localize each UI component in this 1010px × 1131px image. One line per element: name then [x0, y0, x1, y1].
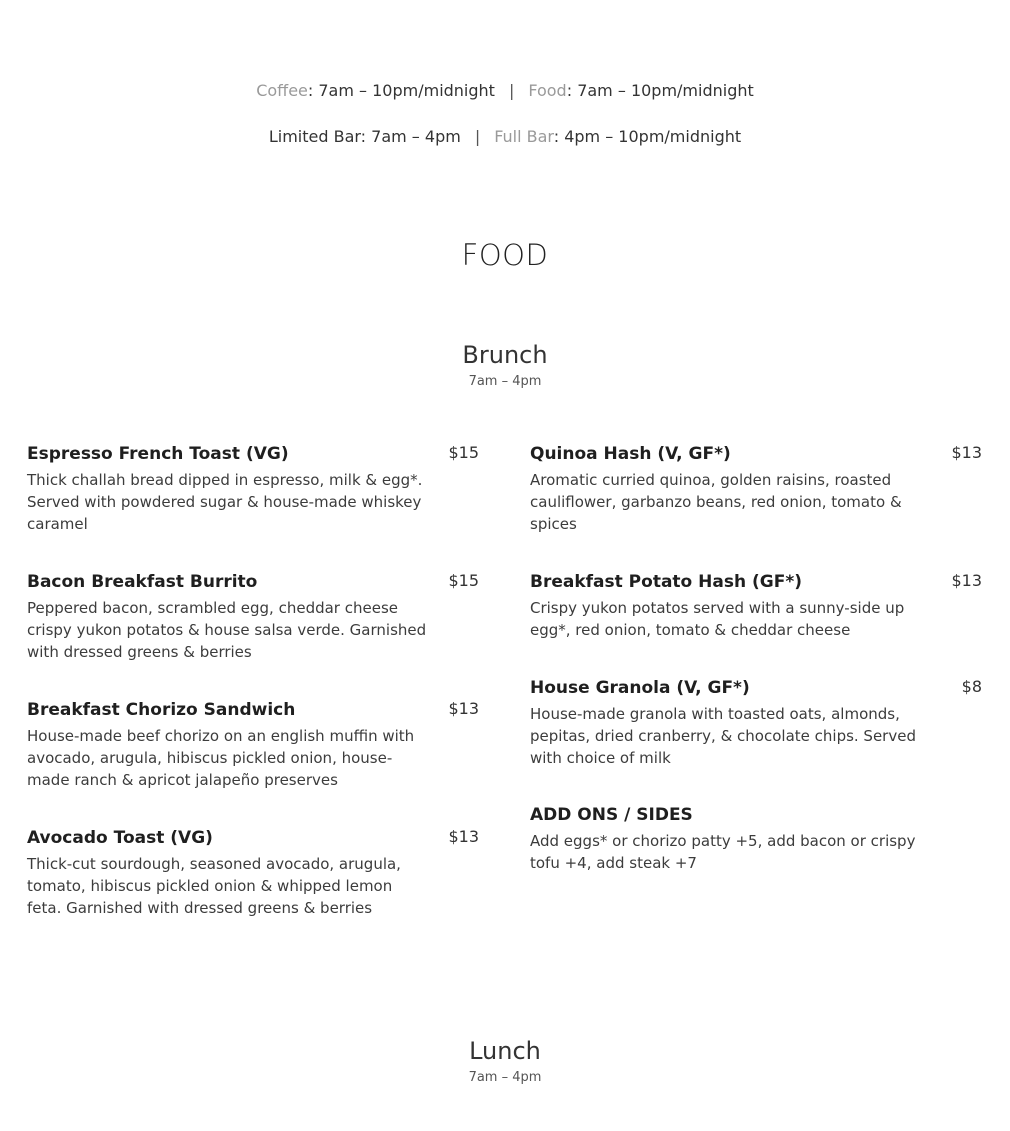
item-description: Thick challah bread dipped in espresso, milk & egg*. Served with powdered sugar & house-made whiskey caramel: [27, 471, 423, 533]
item-name: Breakfast Chorizo Sandwich: [27, 700, 296, 720]
menu-item: [27, 443, 479, 535]
item-name: Breakfast Potato Hash (GF*): [530, 572, 802, 592]
limited-bar-label: Limited Bar: [268, 127, 361, 146]
separator: |: [474, 127, 481, 146]
hours-line-coffee-food: [0, 81, 1010, 100]
item-name: Bacon Breakfast Burrito: [27, 572, 258, 592]
item-name: Espresso French Toast (VG): [27, 444, 289, 464]
brunch-hours: 7am – 4pm: [468, 374, 542, 389]
item-name: ADD ONS / SIDES: [530, 805, 693, 825]
item-name: Quinoa Hash (V, GF*): [530, 444, 731, 464]
item-description: Aromatic curried quinoa, golden raisins, roasted cauliflower, garbanzo beans, red onion, tomato & spices: [530, 471, 902, 533]
item-description: Add eggs* or chorizo patty +5, add bacon or crispy tofu +4, add steak +7: [530, 832, 916, 872]
menu-item: [530, 571, 982, 641]
limited-bar-time: : 7am – 4pm: [360, 127, 461, 146]
brunch-heading: Brunch: [462, 341, 548, 369]
menu-item: [27, 699, 479, 791]
item-description: Thick-cut sourdough, seasoned avocado, arugula, tomato, hibiscus pickled onion & whipped lemon feta. Garnished with dressed greens & berries: [27, 855, 401, 917]
food-label: Food: [528, 81, 567, 100]
full-bar-time: : 4pm – 10pm/midnight: [553, 127, 742, 146]
lunch-heading: Lunch: [469, 1037, 541, 1065]
item-description: Crispy yukon potatos served with a sunny-side up egg*, red onion, tomato & cheddar cheese: [530, 599, 905, 639]
menu-item: [530, 677, 982, 769]
item-description: House-made beef chorizo on an english muffin with avocado, arugula, hibiscus pickled onion, house-made ranch & apricot jalapeño preserves: [27, 727, 415, 789]
lunch-hours: 7am – 4pm: [468, 1070, 542, 1085]
menu-item: [27, 571, 479, 663]
coffee-time: : 7am – 10pm/midnight: [307, 81, 495, 100]
separator: |: [508, 81, 515, 100]
item-name: House Granola (V, GF*): [530, 678, 750, 698]
menu-item: [530, 443, 982, 535]
coffee-label: Coffee: [256, 81, 308, 100]
food-time: : 7am – 10pm/midnight: [566, 81, 754, 100]
item-price: $15: [448, 443, 479, 462]
full-bar-label: Full Bar: [494, 127, 554, 146]
menu-item-add-ons: [530, 804, 982, 874]
item-price: $13: [951, 443, 982, 462]
item-price: $13: [951, 571, 982, 590]
food-heading: FOOD: [461, 238, 549, 272]
item-price: $15: [448, 571, 479, 590]
menu-item: [27, 827, 479, 919]
item-price: $13: [448, 699, 479, 718]
item-price: $13: [448, 827, 479, 846]
item-price: $8: [961, 677, 982, 696]
item-description: House-made granola with toasted oats, almonds, pepitas, dried cranberry, & chocolate chips. Served with choice of milk: [530, 705, 916, 767]
item-name: Avocado Toast (VG): [27, 828, 213, 848]
item-description: Peppered bacon, scrambled egg, cheddar cheese crispy yukon potatos & house salsa verde. Garnished with dressed greens & berries: [27, 599, 427, 661]
hours-line-bar: [0, 127, 1010, 146]
